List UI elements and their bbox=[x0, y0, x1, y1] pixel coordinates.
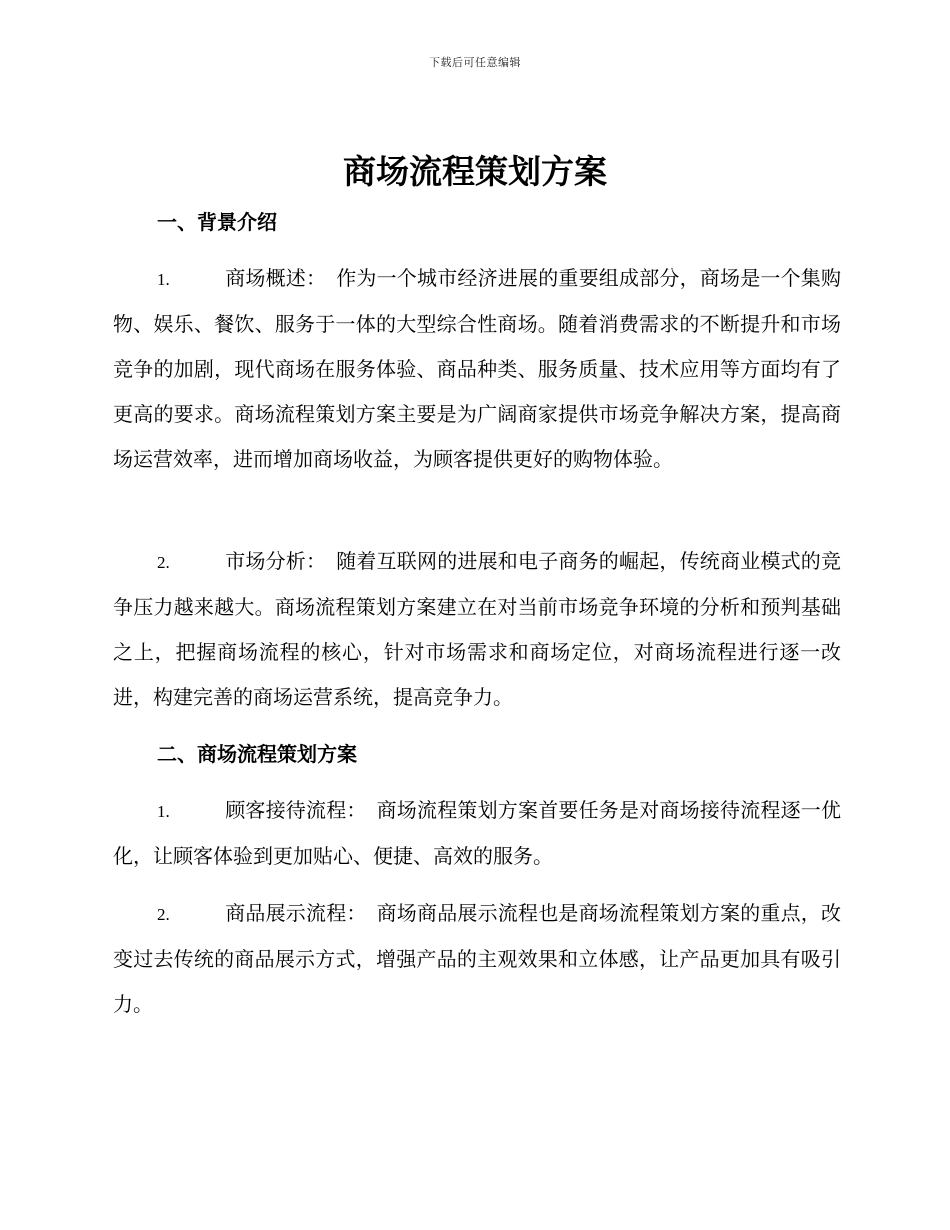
section-heading-background: 一、背景介绍 bbox=[157, 210, 277, 234]
document-title: 商场流程策划方案 bbox=[343, 152, 607, 191]
paragraph-lead: 商品展示流程： bbox=[225, 901, 367, 925]
paragraph-product-display bbox=[113, 891, 841, 1027]
list-number: 1. bbox=[157, 270, 170, 289]
paragraph-lead: 顾客接待流程： bbox=[225, 798, 367, 822]
paragraph-body: 商场商品展示流程也是商场流程策划方案的重点，改变过去传统的商品展示方式，增强产品的主观效果和立体感，让产品更加具有吸引力。 bbox=[113, 901, 842, 1016]
paragraph-lead: 商场概述： bbox=[225, 266, 327, 290]
paragraph-body: 作为一个城市经济进展的重要组成部分，商场是一个集购物、娱乐、餐饮、服务于一体的大型综合性商场。随着消费需求的不断提升和市场竞争的加剧，现代商场在服务体验、商品种类、服务质量、技术应用等方面均有了更高的要求。商场流程策划方案主要是为广阔商家提供市场竞争解决方案，提高商场运营效率，进而增加商场收益，为顾客提供更好的购物体验。 bbox=[113, 266, 842, 471]
page-header: 下载后可任意编辑 bbox=[429, 56, 521, 69]
paragraph-body: 商场流程策划方案首要任务是对商场接待流程逐一优化，让顾客体验到更加贴心、便捷、高效的服务。 bbox=[113, 798, 842, 868]
list-number: 2. bbox=[157, 905, 170, 924]
paragraph-mall-overview bbox=[113, 256, 841, 482]
paragraph-customer-reception bbox=[113, 788, 841, 879]
section-heading-plan: 二、商场流程策划方案 bbox=[157, 742, 357, 766]
list-number: 2. bbox=[157, 553, 170, 572]
paragraph-lead: 市场分析： bbox=[225, 549, 327, 573]
paragraph-market-analysis bbox=[113, 539, 841, 720]
paragraph-body: 随着互联网的进展和电子商务的崛起，传统商业模式的竞争压力越来越大。商场流程策划方案建立在对当前市场竞争环境的分析和预判基础之上，把握商场流程的核心，针对市场需求和商场定位，对商场流程进行逐一改进，构建完善的商场运营系统，提高竞争力。 bbox=[113, 549, 842, 709]
list-number: 1. bbox=[157, 802, 170, 821]
